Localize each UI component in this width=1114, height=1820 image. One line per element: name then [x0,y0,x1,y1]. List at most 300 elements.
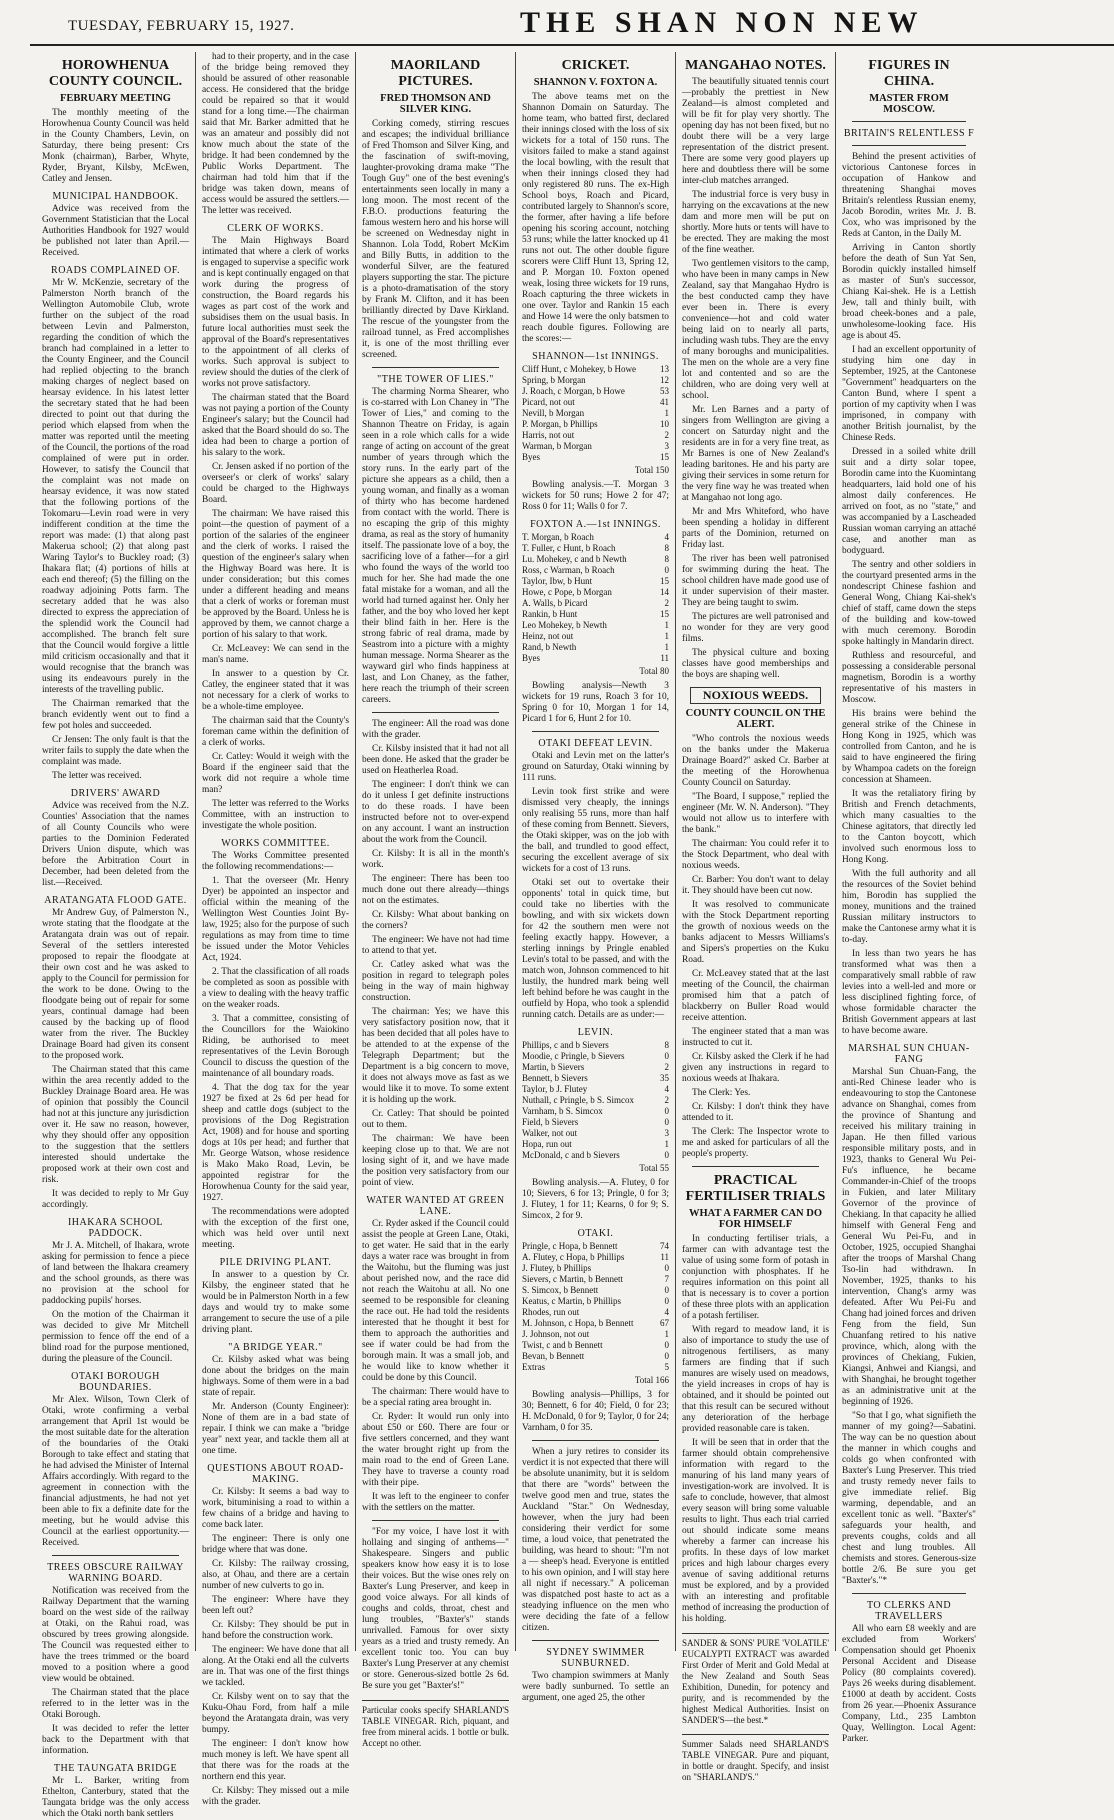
column-rule [532,1440,659,1441]
paragraph: Levin took first strike and were dismissed very cheaply, the innings only realising 55 runs, more than half of these coming from Bennett. Sievers, the Otaki skipper, was on the job with the ball, and trundled to good effect, securing the excellent average of six wickets for a cost of 13 runs. [522,787,669,874]
batsman: Twist, c and b Bennett [522,1340,603,1350]
runs: 0 [664,1117,669,1127]
paragraph: Cr. Kilsby insisted that it had not all been done. He asked that the grader be used on Heatherlea Road. [362,744,509,776]
paragraph: Cr. Kilsby went on to say that the Kuku-Ohau Ford, from half a mile beyond the Aratangata drain, was very bumpy. [202,1692,349,1735]
runs: 3 [664,441,669,451]
score-row [522,441,669,452]
paragraph: Mr L. Barker, writing from Ethelton, Canterbury, stated that the Taungata bridge was the only access which the Otaki north bank settlers [42,1776,189,1819]
runs: 11 [660,1252,669,1262]
score-row [522,554,669,565]
paragraph: "So that I go, what signifieth the manner of my going?—Sabatini. The way can be no question about the manner in which coughs and colds go when confronted with Baxter's Lung Preserver. This tried and trusty remedy never fails to give immediate relief. Big warming, dependable, and an excellent tonic as well. "Baxter's" safeguards your health, and prevents coughs, colds and all chest and lung troubles. All chemists and stores. Generous-size bottle 2/6. Be sure you get "Baxter's."* [842,1411,976,1586]
section-heading: MUNICIPAL HANDBOOK. [52,191,179,202]
paragraph: Bowling analysis.—A. Flutey, 0 for 10; Sievers, 6 for 13; Pringle, 0 for 3; J. Flutey, 1 for 11; Kearns, 0 for 9; S. Simcox, 2 for 9. [522,1178,669,1221]
score-row [522,375,669,386]
advertisement: SANDER & SONS' PURE 'VOLATILE' EUCALYPTI EXTRACT was awarded First Order of Merit and Gold Medal at the New Zealand and South Seas Exhibition, Dunedin, for potency and purity, and is recommended by the highest Medical Authorities. Insist on SANDER'S—the best.* [682,1633,829,1726]
runs: 2 [664,1095,669,1105]
batsman: T. Morgan, b Roach [522,532,594,542]
paragraph: With regard to meadow land, it is also of importance to study the use of nitrogenous fertilisers, as many farmers are finding that if such manures are wisely used on meadows, the yield increases in crops of hay is obtained, and it should be pointed out that this result can be secured without any deterioration of the herbage provided reasonable care is taken. [682,1325,829,1434]
section-heading: SHANNON—1st INNINGS. [532,351,659,362]
batsman: Heinz, not out [522,631,574,641]
subheadline: SHANNON V. FOXTON A. [533,77,658,88]
paragraph: Advice was received from the Government Statistician that the Local Authorities Handbook for 1927 would be published not later than April.—Received. [42,204,189,258]
score-total: Total 80 [639,666,669,676]
runs: 0 [664,1051,669,1061]
runs: 35 [660,1073,669,1083]
advertisement: Summer Salads need SHARLAND'S TABLE VINEGAR. Pure and piquant, in bottle or draught. Specify, and insist on "SHARLAND'S." [682,1734,829,1783]
batsman: Lu. Mohekey, c and b Newth [522,554,627,564]
section-heading: ROADS COMPLAINED OF. [51,265,180,276]
paragraph: Mr and Mrs Whiteford, who have been spending a holiday in different parts of the Dominion, returned on Friday last. [682,507,829,550]
headline: PRACTICAL FERTILISER TRIALS [685,1173,826,1204]
paragraph: The Works Committee presented the following recommendations:— [202,851,349,872]
score-row [522,532,669,543]
batsman: Martin, b Sievers [522,1062,585,1072]
paragraph: The Main Highways Board intimated that where a clerk of works is engaged to supervise a specific work and is kept continually engaged on that work during the progress of construction, the Board regards his wages as part cost of the work and subsidises them on the usual basis. In future local authorities must seek the approval of the Board's representatives to the appointment of all clerks of works. Such approval is subject to review should the duties of the clerk of works not prove satisfactory. [202,236,349,389]
paragraph: Two gentlemen visitors to the camp, who have been in many camps in New Zealand, say that Mangahao Hydro is the best conducted camp they have ever been in. There is every convenience—hot and cold water being laid on to nearly all parts, including wash tubs. They are the envy of many boroughs and municipalities. The men on the whole are a very fine lot and contented and so are the children, who are doing very well at school. [682,259,829,401]
paragraph: It will be seen that in order that the farmer should obtain comprehensive information with regard to the manuring of his land many years of investigation-work are involved. It is safe to conclude, however, that almost every season will bring some valuable results to light. Thus each trial carried out should indicate some means whereby a farmer can increase his profits. In these days of low market prices and high labour charges every avenue of saving additional returns must be explored, and by a provided with an interesting and profitable method of increasing the production of his holding. [682,1438,829,1624]
paragraph: "The Board, I suppose," replied the engineer (Mr. W. N. Anderson). "They would not allow us to interfere with the bank." [682,792,829,835]
batsman: Phillips, c and b Sievers [522,1040,609,1050]
score-row [522,620,669,631]
runs: 2 [664,1062,669,1072]
paragraph: Mr J. A. Mitchell, of Ihakara, wrote asking for permission to fence a piece of land between the Ihakara creamery and the school grounds, as there was no provision at the school for paddocking pupils' horses. [42,1241,189,1306]
score-row [522,1062,669,1073]
score-total: Total 166 [634,1375,669,1385]
section-heading: OTAKI DEFEAT LEVIN. [538,738,653,749]
runs: 74 [660,1241,669,1251]
column-5 [676,52,836,1782]
runs: 7 [664,1274,669,1284]
section-heading: MARSHAL SUN CHUAN-FANG [848,1043,970,1065]
column-4 [516,52,676,1703]
headline: FIGURES IN CHINA. [868,58,950,89]
score-row [522,587,669,598]
paragraph: Cr. Catley: Would it weigh with the Board if the engineer said that the work did not require a whole time man? [202,752,349,795]
paragraph: The above teams met on the Shannon Domain on Saturday. The home team, who batted first, declared their innings closed with the loss of six wickets for a total of 150 runs. The visitors failed to make a stand against the local bowling, with the result that when their innings closed they had only registered 80 runs. The ex-High School boys, Roach and Picard, contributed largely to Shannon's score, the former, after having a life before opening his scoring account, notching 53 runs; while the latter knocked up 41 runs not out. The other double figure scorers were Cliff Hunt 13, Spring 12, and P. Morgan 10. Foxton opened weak, losing three wickets for 19 runs, Roach capturing the three wickets in one over. Taylor and Rankin 15 each and Howe 14 were the only batsmen to reach double figures. Following are the scores:— [522,92,669,344]
advertisement: Particular cooks specify SHARLAND'S TABLE VINEGAR. Rich, piquant, and free from mineral acids. 1 bottle or bulk. Accept no other. [362,1700,509,1749]
paragraph: Cr. Jensen asked if no portion of the overseer's or clerk of works' salary could be charged to the Highways Board. [202,462,349,505]
paragraph: Cr. McLeavey: We can send in the man's name. [202,644,349,665]
column-rule [372,712,499,713]
paragraph: Marshal Sun Chuan-Fang, the anti-Red Chinese leader who is endeavouring to stop the Cantonese advance on Shanghai, comes from the province of Shantung and received his military training in Japan. He then filled various responsible military posts, and in 1923, thanks to General Wu Pei-Fu's influence, he became Commander-in-Chief of the troops in Fukien, and later Military Governor of the province of Chekiang. In that capacity he allied himself with General Feng and General Wu Pei-Fu, and in October, 1925, occupied Shanghai after the troops of Marshal Chang Tso-lin had withdrawn. In November, 1925, thanks to his intervention, Chang's army was defeated. After Wu Pei-Fu and Chang had joined forces and driven Feng from the field, Sun Chuanfang retired to his native province, which, along with the provinces of Chekiang, Fukien, Kiangsi, Anhwei and Kiangsi, and with Shanghai, he brought together as an administrative unit at the beginning of 1926. [842,1067,976,1407]
column-rule [852,121,966,122]
runs: 1 [664,631,669,641]
paragraph: Cr. Barber: You don't want to delay it. They should have been cut now. [682,875,829,896]
paragraph: With the full authority and all the resources of the Soviet behind him, Borodin has supplied the money, munitions and the trained Russian military instructors to make the Cantonese army what it is to-day. [842,869,976,945]
section-heading: PILE DRIVING PLANT. [219,1257,332,1268]
score-row [522,1139,669,1150]
score-row [522,1150,669,1161]
paragraph: The chairman: You could refer it to the Stock Department, who deal with noxious weeds. [682,839,829,871]
batsman: Leo Mohekey, b Newth [522,620,607,630]
headline: CRICKET. [561,58,630,73]
paragraph: The chairman stated that the Board was not paying a portion of the County Engineer's salary; but the Council had asked that the Board should do so. The idea had been to charge a portion of his salary to the work. [202,393,349,458]
paragraph: The engineer stated that a man was instructed to cut it. [682,1027,829,1048]
batsman: Spring, b Morgan [522,375,586,385]
section-heading: QUESTIONS ABOUT ROAD-MAKING. [207,1463,344,1485]
runs: 15 [660,452,669,462]
runs: 1 [664,408,669,418]
paragraph: The recommendations were adopted with the exception of the first one, which was held over until next meeting. [202,1207,349,1250]
paragraph: Corking comedy, stirring rescues and escapes; the individual brilliance of Fred Thomson and Silver King, and the fascination of swift-moving, laughter-provoking drama make "The Tough Guy" one of the best evening's entertainments seen locally in many a long moon. The most recent of the F.B.O. productions featuring the famous western hero and his horse will be screened on Wednesday night in Shannon. Lola Todd, Robert McKim and Billy Butts, in addition to the wonderful Silver, are the featured players supporting the star. The picture is a photo-dramatisation of the story by Frank M. Clifton, and it has been brilliantly directed by Dave Kirkland. The rescue of the youngster from the railroad tunnel, as Fred accomplishes it, is one of the most thrilling ever screened. [362,119,509,360]
batsman: Moodie, c Pringle, b Sievers [522,1051,625,1061]
paragraph: The engineer: All the road was done with the grader. [362,719,509,740]
score-row [522,397,669,408]
runs: 11 [660,653,669,663]
paragraph: Dressed in a soiled white drill suit and a dirty solar topee, Borodin came into the Kuomintang headquarters, laid hold one of his almost daily conferences. He arrived on foot, as no "state," and was accompanied by a Lascheaded Russian woman carrying an attaché case, and another man as bodyguard. [842,447,976,556]
paragraph: Cr. Kilsby asked what was being done about the bridges on the main highways. Some of them were in a bad state of repair. [202,1355,349,1398]
score-row [522,598,669,609]
batsman: M. Johnson, c Hopa, b Bennett [522,1318,634,1328]
runs: 2 [664,598,669,608]
paragraph: The beautifully situated tennis court—probably the prettiest in New Zealand—is almost completed and will be fit for play very shortly. The opening day has not been fixed, but no doubt there will be a very large representation of the district present. There are some very good players up here and doubtless there will be some inter-club matches arranged. [682,77,829,186]
paragraph: The physical culture and boxing classes have good memberships and the boys are shaping well. [682,648,829,680]
headline: MANGAHAO NOTES. [685,58,826,73]
runs: 1 [664,642,669,652]
column-rule [372,367,499,368]
batsman: Bennett, b Sievers [522,1073,588,1083]
paragraph: Cr. Catley: That should be pointed out to them. [362,1109,509,1130]
section-heading: THE TAUNGATA BRIDGE [53,1763,178,1774]
headline: MAORILAND PICTURES. [390,58,481,89]
paragraph: Cr. Catley asked what was the position in regard to telegraph poles being in the way of main highway construction. [362,960,509,1003]
paragraph: It was decided to refer the letter back to the Department with that information. [42,1724,189,1756]
paragraph: The monthly meeting of the Horowhenua County Council was held in the County Chambers, Levin, on Saturday, there being present: Crs Monk (chairman), Barber, Whyte, Ryder, Bryant, Kilsby, McEwen, Catley and Jensen. [42,108,189,184]
paragraph: The industrial force is very busy in harrying on the excavations at the new dam and more men will be put on shortly. More huts or tents will have to be erected. They are making the most of the fine weather. [682,190,829,255]
paragraph: The chairman: There would have to be a special rating area brought in. [362,1387,509,1408]
paragraph: His brains were behind the general strike of the Chinese in Hong Kong in 1925, which was controlled from Canton, and he is said to have engineered the firing by Whampoa cadets on the foreign concession at Shameen. [842,709,976,785]
paragraph: Mr Alex. Wilson, Town Clerk of Otaki, wrote confirming a verbal arrangement that April 1st would be the most suitable date for the alteration of the boundaries of the Otaki Borough to take effect and stating that he had advised the Minister of Internal Affairs accordingly. With regard to the agreement in connection with the financial adjustments, he had not yet been able to fix a definite date for the meeting, but he would advise this Council at the earliest opportunity.—Received. [42,1395,189,1548]
paragraph: The letter was received. [52,771,142,781]
score-row [522,1285,669,1296]
paragraph: The sentry and other soldiers in the courtyard presented arms in the nondescript Chinese fashion and General Wong, Chiang Kai-shek's chief of staff, came down the steps of the building and kow-towed with much ceremony. Borodin spoke haltingly in Mandarin direct. [842,560,976,647]
score-row [522,1318,669,1329]
runs: 10 [660,419,669,429]
runs: 41 [660,397,669,407]
newspaper-title: THE SHAN NON NEW [520,6,924,39]
runs: 8 [664,554,669,564]
score-row [522,1296,669,1307]
section-heading: TREES OBSCURE RAILWAY WARNING BOARD. [47,1562,184,1584]
paragraph: Cr. Kilsby: It seems a bad way to work, bituminising a road to within a few chains of a bridge and having to come back later. [202,1487,349,1530]
subheadline: WHAT A FARMER CAN DO FOR HIMSELF [688,1208,822,1230]
paragraph: Cr. Ryder asked if the Council could assist the people at Green Lane, Otaki, to get water. He said that in the early days a water race was brought in from the Waitohu, but the fluming was just about perished now, and the race did not reach the Waitohu at all. No one seemed to be responsible for cleaning the race out. He had told the residents interested that he thought it best for them to approach the authorities and see if water could be had from the borough main. It was a small job, and he would like to know whether it could be done by this Council. [362,1219,509,1383]
runs: 2 [664,430,669,440]
subheadline: MASTER FROM MOSCOW. [869,93,949,115]
score-row [522,452,669,463]
paragraph: The letter was referred to the Works Committee, with an instruction to investigate the whole position. [202,799,349,831]
section-heading: CLERK OF WORKS. [227,223,324,234]
headline: HOROWHENUA COUNTY COUNCIL. [48,58,183,89]
score-row [522,1351,669,1362]
paragraph: The Chairman remarked that the branch evidently went out to find a few pot holes and succeeded. [42,699,189,731]
paragraph: The engineer: I don't think we can do it unless I get definite instructions to do these roads. I have been instructed before not to over-expend on any account. I want an instruction about the work from the Council. [362,780,509,845]
runs: 0 [664,1340,669,1350]
paragraph: Bowling analysis.—T. Morgan 3 wickets for 50 runs; Howe 2 for 47; Ross 0 for 11; Walls 0 for 7. [522,480,669,512]
paragraph: I had an excellent opportunity of studying him one day in September, 1925, at the Cantonese "Government" headquarters on the Canton Bund, where I spent a portion of my captivity when I was imprisoned, in company with another British journalist, by the Chinese Reds. [842,345,976,443]
batsman: Bevan, b Bennett [522,1351,585,1361]
paragraph: 4. That the dog tax for the year 1927 be fixed at 2s 6d per head for sheep and cattle dogs (subject to the provisions of the Dog Registration Act, 1908) and for house and sporting dogs at 10s per head; and further that Mr. George Watson, whose residence is Mako Mako Road, Levin, be appointed registrar for the Horowhenua County for the said year, 1927. [202,1083,349,1203]
subheadline: COUNTY COUNCIL ON THE ALERT. [685,708,826,730]
runs: 67 [660,1318,669,1328]
batsman: Warman, b Morgan [522,441,592,451]
paragraph: It was left to the engineer to confer with the settlers on the matter. [362,1492,509,1513]
score-row [522,1329,669,1340]
paragraph: The Chairman stated that the place referred to in the letter was in the Otaki Borough. [42,1688,189,1720]
score-row [522,1241,669,1252]
column-rule [692,1166,819,1167]
batsman: Picard, not out [522,397,575,407]
section-heading: OTAKI. [577,1228,614,1239]
paragraph: had to their property, and in the case of the bridge being removed they should be assured of other reasonable access. He considered that the bridge could be repaired so that it would stand for a long time.—The chairman said that Mr. Barker admitted that he was an amateur and possibly did not know much about the state of the bridge. It had been condemned by the Public Works Department. The chairman had told him that if the bridge was taken down, means of access would be assured the settlers.—The letter was received. [202,52,349,216]
score-row [522,1340,669,1351]
batsman: Byes [522,653,540,663]
paragraph: Notification was received from the Railway Department that the warning board on the west side of the railway at Otaki, on the Rahui road, was obscured by trees growing alongside. The Council was requested either to have the trees trimmed or the board moved to a position where a good view would be obtained. [42,1586,189,1684]
paragraph: Advice was received from the N.Z. Counties' Association that the names of all County Councils who were parties to the Dominion Federated Drivers Union dispute, which was before the Arbitration Court in December, had been deleted from the list.—Received. [42,801,189,888]
runs: 1 [664,1329,669,1339]
column-1 [36,52,196,1819]
runs: 0 [664,1285,669,1295]
column-rule [852,1593,966,1594]
paragraph: Otaki and Levin met on the latter's ground on Saturday, Otaki winning by 111 runs. [522,751,669,783]
section-heading: BRITAIN'S RELENTLESS F [843,128,975,139]
paragraph: The Clerk: Yes. [692,1088,751,1098]
paragraph: In answer to a question by Cr. Catley, the engineer stated that it was not necessary for a clerk of works to be a whole-time employee. [202,669,349,712]
paragraph: "For my voice, I have lost it with hollaing and singing of anthems—" Shakespeare. Singers and public speakers know how easy it is to lose their voices. But the wise ones rely on Baxter's Lung Preserver, and keep in good voice always. For all kinds of coughs and colds, throat, chest and lung troubles, "Baxter's" stands unrivalled. Famous for over sixty years as a tried and trusty remedy. An excellent tonic too. You can buy Baxter's Lung Preserver at any chemist or store. Generous-sized bottle 2s 6d. Be sure you get "Baxter's!" [362,1527,509,1691]
batsman: Varnham, b S. Simcox [522,1106,603,1116]
section-heading: WATER WANTED AT GREEN LANE. [366,1195,505,1217]
runs: 0 [664,565,669,575]
score-row [522,1117,669,1128]
paragraph: Cr. Kilsby asked the Clerk if he had given any instructions in regard to noxious weeds at Ihakara. [682,1052,829,1084]
paragraph: Cr. Kilsby: They missed out a mile with the grader. [202,1786,349,1807]
batsman: Nevill, b Morgan [522,408,585,418]
boxed-headline: NOXIOUS WEEDS. [690,687,821,704]
column-rule [52,1555,179,1556]
subheadline: FRED THOMSON AND SILVER KING. [380,93,491,115]
score-row [522,1307,669,1318]
runs: 14 [660,587,669,597]
paragraph: Behind the present activities of victorious Cantonese forces in occupation of Hankow and threatening Shanghai moves Britain's relentless Russian enemy, Jacob Borodin, writes Mr. J. B. Cox, who was imprisoned by the Reds at Canton, in the Daily M. [842,152,976,239]
batsman: Ross, c Warman, b Roach [522,565,615,575]
runs: 0 [664,1106,669,1116]
paragraph: Mr. Anderson (County Engineer): None of them are in a bad state of repair. I think we can make a "bridge year" next year, and tackle them all at one time. [202,1402,349,1456]
score-row [522,1051,669,1062]
score-total: Total 150 [634,465,669,475]
section-heading: TO CLERKS AND TRAVELLERS [866,1600,952,1622]
paragraph: Mr. Len Barnes and a party of singers from Wellington are giving a concert on Saturday night and the residents are in for a very fine treat, as Mr Barnes is one of New Zealand's leading baritones. He and his party are giving their services in some return for the very fine way he was treated when at Mangahao not long ago. [682,405,829,503]
paragraph: Cr. Kilsby: The railway crossing, also, at Ohau, and there are a certain number of new culverts to go in. [202,1559,349,1591]
runs: 12 [660,375,669,385]
batsman: Taylor, Ibw, b Hunt [522,576,593,586]
runs: 3 [664,1128,669,1138]
score-row [522,1128,669,1139]
paragraph: The river has been well patronised for swimming during the heat. The school children have made good use of it under supervision of their master. They are being taught to swim. [682,554,829,608]
paragraph: Arriving in Canton shortly before the death of Sun Yat Sen, Borodin quickly installed himself as master of Sun's successor, Chiang Kai-shek. He is a Lettish Jew, tall and thinly built, with broad cheek-bones and a pale, unwholesome-looking face. His age is about 45. [842,243,976,341]
batsman: Pringle, c Hopa, b Bennett [522,1241,618,1251]
runs: 0 [664,1263,669,1273]
score-row [522,576,669,587]
runs: 4 [664,1307,669,1317]
paragraph: Bowling analysis—Newth 3 wickets for 19 runs, Roach 3 for 10, Spring 0 for 10, Morgan 1 for 14, Picard 1 for 6, Hunt 2 for 10. [522,681,669,724]
section-heading: LEVIN. [577,1027,614,1038]
paragraph: The chairman: We have been keeping close up to that. We are not losing sight of it, and we have made the position very satisfactory from our point of view. [362,1134,509,1188]
paragraph: 1. That the overseer (Mr. Henry Dyer) be appointed an inspector and official within the meaning of the Wellington West Counties Joint By-law, 1925; also for the purpose of such regulations as may from time to time be issued under the Motor Vehicles Act, 1924. [202,876,349,963]
issue-date: TUESDAY, FEBRUARY 15, 1927. [68,18,295,34]
batsman: Walker, not out [522,1128,578,1138]
batsman: Taylor, b J. Flutey [522,1084,588,1094]
section-heading: WORKS COMMITTEE. [221,838,330,849]
score-row [522,386,669,397]
batsman: A. Walls, b Picard [522,598,588,608]
paragraph: Ruthless and resourceful, and possessing a considerable personal magnetism, Borodin is a worthy representative of his masters in Moscow. [842,651,976,705]
batsman: McDonald, c and b Sievers [522,1150,620,1160]
score-row [522,430,669,441]
paragraph: 2. That the classification of all roads be completed as soon as possible with a view to dealing with the heavy traffic on the weaker roads. [202,967,349,1010]
paragraph: Cr. McLeavey stated that at the last meeting of the Council, the chairman promised him that a patch of blackberry on Buller Road would receive attention. [682,969,829,1023]
runs: 0 [664,1296,669,1306]
paragraph: In answer to a question by Cr. Kilsby, the engineer stated that he would be in Palmerston North in a few days and would try to make some arrangement to secure the use of a pile driving plant. [202,1270,349,1335]
batsman: Hopa, run out [522,1139,572,1149]
paragraph: The pictures are well patronised and no wonder for they are very good films. [682,612,829,644]
paragraph: Cr. Kilsby: They should be put in hand before the construction work. [202,1620,349,1641]
paragraph: Cr. Kilsby: I don't think they have attended to it. [682,1102,829,1123]
score-row [522,653,669,664]
column-rule [532,1640,659,1641]
batsman: Sievers, c Martin, b Bennett [522,1274,623,1284]
paragraph: "Who controls the noxious weeds on the banks under the Makerua Drainage Board?" asked Cr. Barber at the meeting of the Horowhenua County Council on Saturday. [682,734,829,788]
paragraph: It was the retaliatory firing by British and French detachments, which many casualties to the Chinese agitators, that directly led to the Canton boycott, which involved such enormous loss to Hong Kong. [842,789,976,865]
batsman: Rand, b Newth [522,642,577,652]
batsman: Harris, not out [522,430,575,440]
runs: 1 [664,620,669,630]
paragraph: Cr. Ryder: It would run only into about £50 or £60. There are four or five settlers concerned, and they want the water brought right up from the main road to the end of Green Lane. They have to traverse a county road with their pipe. [362,1412,509,1488]
runs: 8 [664,1040,669,1050]
subheadline: FEBRUARY MEETING [60,93,171,104]
paragraph: Mr Andrew Guy, of Palmerston N., wrote stating that the floodgate at the Aratangata drain was out of repair. Several of the settlers interested proposed to repair the floodgate at their own cost and he was asked to apply to the Council for permission for the work to be done. Owing to the floodgate being out of repair for some years, continual damage had been caused by the backing up of flood water from the river. The Buckley Drainage Board had given its consent to the proposed work. [42,908,189,1061]
masthead [0,0,1114,46]
score-row [522,1095,669,1106]
column-rule [372,1520,499,1521]
batsman: P. Morgan, b Phillips [522,419,598,429]
runs: 15 [660,609,669,619]
paragraph: Cr Jensen: The only fault is that the writer fails to supply the date when the complaint was made. [42,735,189,767]
section-heading: SYDNEY SWIMMER SUNBURNED. [546,1647,645,1669]
batsman: Rhodes, run out [522,1307,580,1317]
paragraph: The engineer: We have not had time to attend to that yet. [362,935,509,956]
score-row [522,1362,669,1373]
runs: 8 [664,543,669,553]
paragraph: The engineer: Where have they been left out? [202,1595,349,1616]
scorecard [522,364,669,463]
batsman: Cliff Hunt, c Mohekey, b Howe [522,364,636,374]
score-row [522,543,669,554]
score-row [522,408,669,419]
paragraph: In conducting fertiliser trials, a farmer can with advantage test the value of using some form of potash in conjunction with phosphates. If he requires information on this point all that is necessary is to cover a portion of these three plots with an application of a potash fertiliser. [682,1234,829,1321]
paragraph: 3. That a committee, consisting of the Councillors for the Waiokino Riding, be authorised to meet representatives of the Levin Borough Council to discuss the question of the maintenance of all boundary roads. [202,1014,349,1079]
scorecard [522,1040,669,1161]
runs: 1 [664,1139,669,1149]
score-row [522,642,669,653]
paragraph: The Chairman stated that this came within the area recently added to the Buckley Drainage Board area. He was of opinion that possibly the Council had not at this juncture any jurisdiction over it. He saw no reason, however, why they should offer any opposition to the suggestion that the settlers interested should undertake the proposed work at their own cost and risk. [42,1065,189,1185]
batsman: A. Flutey, c Hopa, b Phillips [522,1252,625,1262]
batsman: J. Flutey, b Phillips [522,1263,592,1273]
section-heading: FOXTON A.—1st INNINGS. [530,519,661,530]
runs: 53 [660,386,669,396]
section-heading: DRIVERS' AWARD [70,788,161,799]
score-row [522,609,669,620]
column-2 [196,52,356,1807]
runs: 13 [660,364,669,374]
paragraph: The engineer: There is only one bridge where that was done. [202,1534,349,1555]
runs: 5 [664,1362,669,1372]
section-heading: "THE TOWER OF LIES." [377,374,494,385]
paragraph: Cr. Kilsby: What about banking on the corners? [362,910,509,931]
paragraph: The Clerk: The Inspector wrote to me and asked for particulars of all the people's property. [682,1127,829,1159]
batsman: J. Johnson, not out [522,1329,590,1339]
paragraph: The charming Norma Shearer, who is co-starred with Lon Chaney in "The Tower of Lies," and coming to the Shannon Theatre on Friday, is again seen in a role which calls for a wide range of acting on account of the great number of years through which the story runs. In the early part of the picture she appears as a child, then a young woman, and finally as a woman of thirty who has become hardened from contact with the world. There is no escaping the grip of this mighty drama, as real as the story of humanity itself. The passionate love of a boy, the sacrificing love of a father—for a girl who found the ways of the world too much for her. She had made the one fatal mistake for a woman, and all the world had turned against her. Only her father, and the boy who loved her kept their blind faith in her. Here is the strong fabric of real drama, made by Seastrom into a picture with a mighty human message. Norma Shearer as the wayward girl who finds happiness at last, and Lon Chaney, as the father, here reach the triumph of their screen careers. [362,387,509,705]
paragraph: Mr W. McKenzie, secretary of the Palmerston North branch of the Wellington Automobile Club, wrote further on the subject of the road between Levin and Palmerston, regarding the condition of which the branch had complained in a letter to the County Engineer, and the Council had replied objecting to the branch making charges of neglect based on hearsay evidence. In his latest letter the secretary stated that he had been directed to point out that during the period which elapsed from when the matter was reported until the meeting of the Council, the portions of the road complained of were put in order. However, to satisfy the Council that the complaint was not made on hearsay evidence, it was now stated that the following portions of the Tokomaru—Levin road were in very indifferent condition at the time the report was made: (1) that along past Makerua school; (2) that along past Waring Taylor's to Buckley road; (3) Ihakara flat; (4) portions of hills at each end thereof; (5) the filling on the roadway adjoining Potts farm. The secretary added that he was also directed to express the appreciation of the splendid work the Council had accomplished. The branch felt sure that the Council would forgive a little mild criticism occasionally and that it would recognise that the branch was using its endeavours purely in the interests of the travelling public. [42,278,189,695]
batsman: Nuthall, c Pringle, b S. Simcox [522,1095,634,1105]
score-row [522,1263,669,1274]
score-row [522,1084,669,1095]
column-rule [532,731,659,732]
section-heading: "A BRIDGE YEAR." [228,1342,323,1353]
score-row [522,631,669,642]
column-rule [852,145,966,146]
score-row [522,1252,669,1263]
score-row [522,1040,669,1051]
score-row [522,565,669,576]
score-row [522,364,669,375]
paragraph: All who earn £8 weekly and are excluded from Workers' Compensation should get Phoenix Personal Accident and Disease Policy (80 complaints covered). Pays 26 weeks during disablement. £1000 at death by accident. Costs from 26 year.—Phoenix Assurance Company, Ltd., 235 Lambton Quay, Wellington. Local Agent: Parker. [842,1624,976,1744]
column-3 [356,52,516,1748]
paragraph: Two champion swimmers at Manly were badly sunburned. To settle an argument, one aged 25, the other [522,1671,669,1703]
scorecard [522,1241,669,1373]
runs: 0 [664,1150,669,1160]
paragraph: Otaki set out to overtake their opponents' total in quick time, but could take no liberties with the bowling, and with six wickets down for 42 the southern men were not feeling exactly happy. However, a sterling innings by Pringle enabled Levin's total to be passed, and with the match won, Johnson commenced to hit lustily, the hundred mark being well left behind before he was caught in the outfield by Hopa, who took a splendid running catch. Details are as under:— [522,878,669,1020]
batsman: Howe, c Pope, b Morgan [522,587,612,597]
paragraph: On the motion of the Chairman it was decided to give Mr Mitchell permission to fence off the end of a blind road for the purpose mentioned, during the pleasure of the Council. [42,1310,189,1364]
batsman: T. Fuller, c Hunt, b Roach [522,543,616,553]
runs: 4 [664,532,669,542]
score-total: Total 55 [639,1163,669,1173]
score-row [522,1274,669,1285]
paragraph: Cr. Kilsby: It is all in the month's work. [362,849,509,870]
batsman: Keatus, c Martin, b Phillips [522,1296,621,1306]
section-heading: OTAKI BOROUGH BOUNDARIES. [71,1371,160,1393]
score-row [522,1106,669,1117]
runs: 0 [664,1351,669,1361]
paragraph: The chairman said that the County's foreman came within the definition of a clerk of works. [202,716,349,748]
paragraph: The engineer: We have done that all along. At the Otaki end all the culverts are in. That was one of the first things we tackled. [202,1645,349,1688]
scorecard [522,532,669,664]
batsman: Byes [522,452,540,462]
score-row [522,1073,669,1084]
batsman: S. Simcox, b Bennett [522,1285,599,1295]
batsman: J. Roach, c Morgan, b Howe [522,386,625,396]
section-heading: IHAKARA SCHOOL PADDOCK. [67,1217,164,1239]
paragraph: In less than two years he has transformed what was then a comparatively small rabble of raw levies into a well-led and more or less disciplined fighting force, of whose formidable character the British Government appears at last to have become aware. [842,949,976,1036]
paragraph: Bowling analysis—Phillips, 3 for 30; Bennett, 6 for 40; Field, 0 for 23; H. McDonald, 0 for 9; Taylor, 0 for 24; Varnham, 0 for 35. [522,1390,669,1433]
paragraph: It was resolved to communicate with the Stock Department reporting the growth of noxious weeds on the banks adjacent to Messrs Williams's and Sipers's properties on the Kuku Road. [682,900,829,965]
paragraph: The chairman: We have raised this point—the question of payment of a portion of the salaries of the engineer and the clerk of works. I raised the question of the engineer's salary when the Highway Board was here. It is under consideration; but this comes under a different heading and means that a clerk of works or foreman must be approved by the Board. Unless he is approved by them, we cannot charge a portion of his salary to that work. [202,509,349,640]
newspaper-page [36,52,1114,1819]
masthead-rule [30,44,1114,46]
paragraph: It was decided to reply to Mr Guy accordingly. [42,1189,189,1210]
column-6 [836,52,982,1744]
batsman: Field, b Sievers [522,1117,579,1127]
